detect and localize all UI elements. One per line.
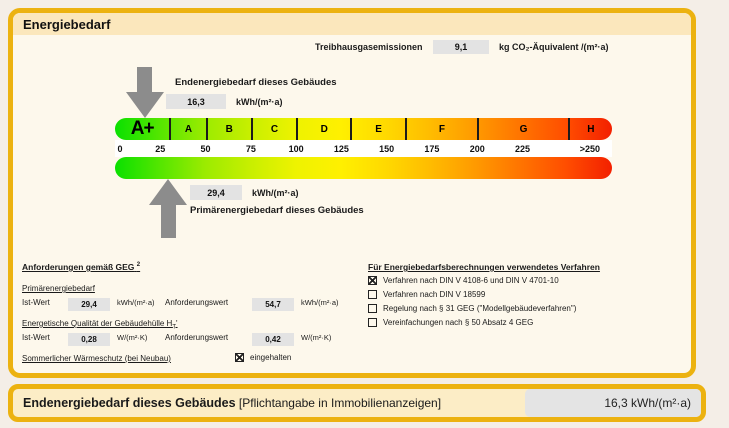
efficiency-class-c: C	[251, 118, 296, 140]
calculation-methods-title: Für Energiebedarfsberechnungen verwendetes Verfahren	[368, 262, 600, 272]
end-energy-marker-arrow-icon	[126, 67, 164, 118]
efficiency-class-h: H	[568, 118, 612, 140]
energy-demand-panel	[8, 8, 696, 378]
primary-energy-marker-arrow-icon	[149, 179, 187, 238]
ist-wert-unit-2: W/(m²·K)	[117, 333, 148, 342]
ist-wert-unit-1: kWh/(m²·a)	[117, 298, 155, 307]
anforderungswert-value-1: 54,7	[252, 298, 294, 311]
end-energy-unit: kWh/(m²·a)	[236, 97, 283, 107]
calculation-methods-list	[368, 276, 688, 327]
panel-header	[13, 13, 691, 35]
efficiency-class-a+: A+	[130, 118, 154, 139]
footer-text	[13, 396, 441, 410]
method-label: Regelung nach § 31 GEG ("Modellgebäudeverfahren")	[383, 304, 577, 313]
page-title: Energiebedarf	[23, 16, 111, 32]
scale-tick-175: 175	[424, 143, 440, 154]
scale-gradient-band	[115, 157, 612, 179]
footer-bar	[8, 384, 706, 422]
anforderungswert-label-2: Anforderungswert	[165, 333, 229, 342]
method-item	[368, 304, 688, 313]
method-label: Vereinfachungen nach § 50 Absatz 4 GEG	[383, 318, 534, 327]
primary-energy-section-label: Primärenergiebedarf	[22, 284, 95, 293]
scale-tick-225: 225	[514, 143, 530, 154]
scale-tick-100: 100	[288, 143, 304, 154]
scale-tick-125: 125	[333, 143, 349, 154]
scale-tick-50: 50	[200, 143, 211, 154]
anforderungswert-label-1: Anforderungswert	[165, 298, 229, 307]
scale-tick-75: 75	[245, 143, 256, 154]
scale-tick-gt250: >250	[579, 143, 601, 154]
footer-label: Endenergiebedarf dieses Gebäudes	[23, 396, 236, 410]
efficiency-class-d: D	[296, 118, 350, 140]
requirements-title: Anforderungen gemäß GEG $^2$	[22, 262, 141, 272]
ist-wert-value-2: 0,28	[68, 333, 110, 346]
summer-heat-protection-status	[235, 353, 291, 362]
end-energy-value: 16,3	[166, 94, 226, 109]
anforderungswert-unit-2: W/(m²·K)	[301, 333, 332, 342]
ist-wert-label-2: Ist-Wert	[22, 333, 50, 342]
efficiency-class-a: A	[169, 118, 205, 140]
footer-note: [Pflichtangabe in Immobilienanzeigen]	[238, 396, 442, 410]
calculation-methods-section	[368, 262, 688, 332]
primary-energy-unit: kWh/(m²·a)	[252, 188, 299, 198]
efficiency-scale	[115, 118, 612, 179]
method-item	[368, 290, 688, 299]
method-checkbox[interactable]	[368, 276, 377, 285]
ist-wert-label-1: Ist-Wert	[22, 298, 50, 307]
footer-value-box: 16,3 kWh/(m²·a)	[525, 389, 701, 417]
scale-tick-200: 200	[469, 143, 485, 154]
scale-tick-150: 150	[379, 143, 395, 154]
method-checkbox[interactable]	[368, 304, 377, 313]
method-item	[368, 318, 688, 327]
ist-wert-value-1: 29,4	[68, 298, 110, 311]
method-checkbox[interactable]	[368, 318, 377, 327]
efficiency-class-e: E	[350, 118, 404, 140]
method-checkbox[interactable]	[368, 290, 377, 299]
method-label: Verfahren nach DIN V 18599	[383, 290, 486, 299]
ghg-emissions-unit: kg CO₂-Äquivalent /(m²·a)	[499, 42, 609, 52]
ghg-emissions-value: 9,1	[433, 40, 489, 54]
scale-tick-0: 0	[117, 143, 123, 154]
scale-tick-strip	[115, 140, 612, 157]
summer-heat-protection-checkbox[interactable]	[235, 353, 244, 362]
anforderungswert-unit-1: kWh/(m²·a)	[301, 298, 339, 307]
primary-energy-label: Primärenergiebedarf dieses Gebäudes	[190, 205, 364, 216]
primary-energy-value: 29,4	[190, 185, 242, 200]
envelope-quality-section-label: Energetische Qualität der Gebäudehülle $H_T'$	[22, 319, 178, 331]
anforderungswert-value-2: 0,42	[252, 333, 294, 346]
efficiency-class-band	[115, 118, 612, 140]
method-label: Verfahren nach DIN V 4108-6 und DIN V 4701-10	[383, 276, 559, 285]
efficiency-class-f: F	[405, 118, 477, 140]
end-energy-label: Endenergiebedarf dieses Gebäudes	[175, 77, 337, 88]
summer-heat-protection-label: Sommerlicher Wärmeschutz (bei Neubau)	[22, 354, 171, 363]
efficiency-class-b: B	[206, 118, 251, 140]
summer-heat-protection-status-text: eingehalten	[250, 353, 292, 362]
efficiency-class-g: G	[477, 118, 568, 140]
ghg-emissions-label: Treibhausgasemissionen	[315, 42, 423, 52]
scale-tick-25: 25	[155, 143, 166, 154]
method-item	[368, 276, 688, 285]
